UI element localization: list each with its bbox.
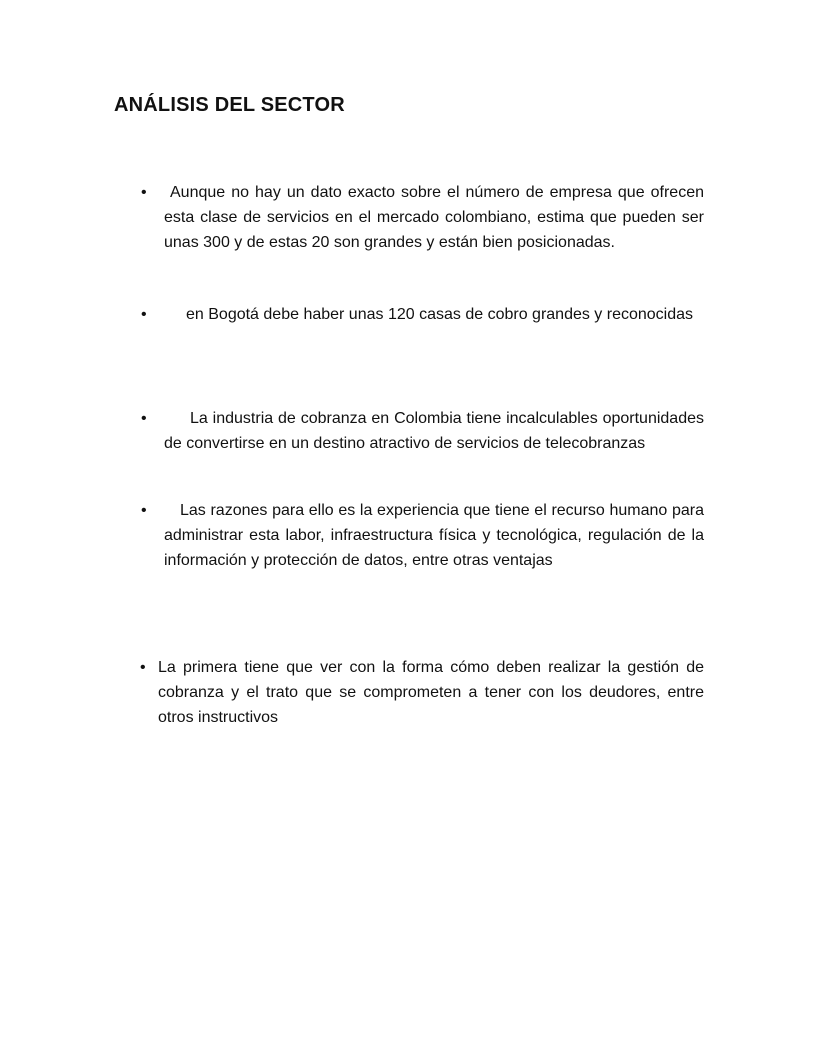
bullet-item-text: Aunque no hay un dato exacto sobre el número de empresa que ofrecen esta clase de servicios en el mercado colombiano, estima que pueden ser unas 300 y de estas 20 son grandes y están bien posicionadas.	[164, 184, 704, 251]
bullet-icon: •	[141, 410, 147, 427]
bullet-icon: •	[141, 502, 147, 519]
bullet-item-3	[141, 406, 704, 456]
bullet-icon: •	[141, 184, 147, 201]
bullet-item-2	[141, 302, 704, 327]
bullet-item-text: en Bogotá debe haber unas 120 casas de cobro grandes y reconocidas	[186, 306, 694, 323]
bullet-item-4	[141, 498, 704, 573]
bullet-item-5	[140, 655, 704, 730]
bullet-item-text: La primera tiene que ver con la forma cómo deben realizar la gestión de cobranza y el trato que se comprometen a tener con los deudores, entre otros instructivos	[158, 659, 704, 726]
bullet-item-text: La industria de cobranza en Colombia tiene incalculables oportunidades de convertirse en un destino atractivo de servicios de telecobranzas	[164, 410, 704, 452]
bullet-icon: •	[140, 659, 146, 676]
page-title: ANÁLISIS DEL SECTOR	[114, 94, 345, 116]
bullet-item-text: Las razones para ello es la experiencia que tiene el recurso humano para administrar esta labor, infraestructura física y tecnológica, regulación de la información y protección de datos, entre otras ventajas	[164, 502, 704, 569]
bullet-icon: •	[141, 306, 147, 323]
bullet-item-1	[141, 180, 704, 255]
